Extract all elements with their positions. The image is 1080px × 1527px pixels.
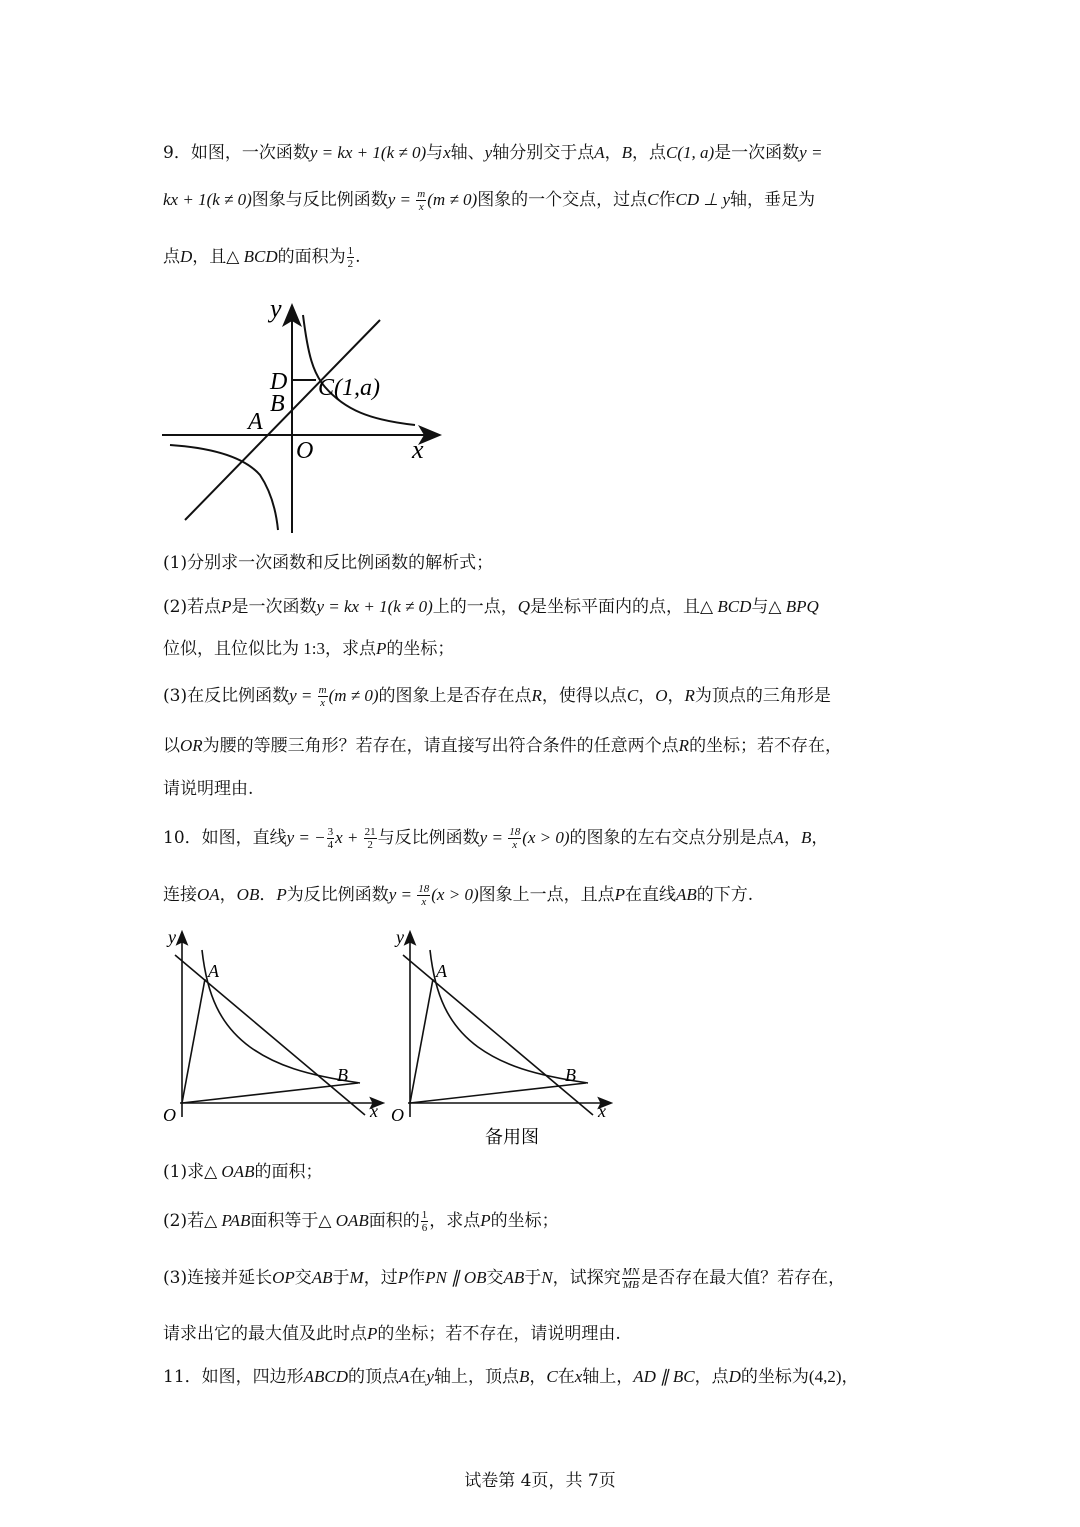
q9-point-d-label: D [270, 369, 288, 395]
q10b-point-b-label: B [565, 1065, 576, 1085]
q10b-origin-label: O [391, 1105, 404, 1125]
q10a-origin-label: O [163, 1105, 176, 1125]
q9-point-c-label: C(1,a) [318, 375, 380, 401]
q10b-segment-ob [410, 1083, 586, 1103]
q9-point-b-label: B [270, 391, 285, 417]
q10b-hyperbola [430, 950, 588, 1083]
q9-part-3-line-1: (3)在反比例函数y = $\frac{m}{x}$ (m ≠ 0)的图象上是否存在点R，使得以点C，O，R为顶点的三角形是 [163, 684, 831, 709]
q10a-point-a-label: A [208, 961, 219, 981]
q10-line-2: 连接OA，OB．P为反比例函数y = $\frac{18}{x}$ (x > 0)图象上一点，且点P在直线AB的下方. [163, 883, 754, 908]
q10a-segment-oa [182, 979, 205, 1103]
q9-part-1: (1)分别求一次函数和反比例函数的解析式； [163, 553, 494, 573]
q9-hyperbola-branch-1 [303, 315, 415, 425]
q9-point-a-label: A [248, 409, 263, 435]
q10-line-1: 10．如图，直线y = − $\frac{3}{4}$ x + $\frac{21}{2}$ 与反比例函数y = $\frac{18}{x}$ (x > 0)的图象的左右交点分别是点A，B， [163, 826, 829, 851]
q9-linear-function-line [185, 320, 380, 520]
q9-part-2-line-1: (2)若点P是一次函数y = kx + 1(k ≠ 0)上的一点，Q是坐标平面内的点，且△ BCD与△ BPQ [163, 597, 819, 617]
q10b-line-ab [403, 955, 593, 1115]
q10a-segment-ob [182, 1083, 358, 1103]
q10-part-1: (1)求△ OAB的面积； [163, 1162, 323, 1182]
q10a-x-label: x [370, 1101, 378, 1121]
q10-part-3-line-1: (3)连接并延长OP交AB于M，过P作PN ∥ OB交AB于N，试探究 $\frac{MN}{MB}$ 是否存在最大值？若存在， [163, 1266, 846, 1291]
q9-line-1: 9．如图，一次函数y = kx + 1(k ≠ 0)与x轴、y轴分别交于点A，B，点C(1, a)是一次函数y = [163, 143, 823, 163]
q10b-segment-oa [410, 979, 433, 1103]
q9-part-3-line-2: 以OR为腰的等腰三角形？若存在，请直接写出符合条件的任意两个点R的坐标；若不存在， [163, 736, 843, 756]
q10-figure-main [160, 925, 390, 1125]
q10b-y-label: y [396, 927, 404, 947]
q10b-point-a-label: A [436, 961, 447, 981]
q9-hyperbola-branch-2 [170, 445, 278, 530]
q9-line-2: kx + 1(k ≠ 0)图象与反比例函数y = $\frac{m}{x}$ (m ≠ 0)图象的一个交点，过点C作CD ⊥ y轴，垂足为 [163, 188, 816, 213]
q10b-x-label: x [598, 1101, 606, 1121]
q11-line-1: 11．如图，四边形ABCD的顶点A在y轴上，顶点B，C在x轴上，AD ∥ BC，点D的坐标为(4,2)， [163, 1367, 859, 1387]
q9-figure [160, 295, 450, 540]
q10-figure-backup [388, 925, 618, 1153]
page-footer: 试卷第 4页，共 7页 [464, 1471, 616, 1491]
q9-part-2-line-2: 位似，且位似比为 1:3，求点P的坐标； [163, 639, 455, 659]
q9-y-label: y [270, 295, 282, 323]
q10-part-3-line-2: 请求出它的最大值及此时点P的坐标；若不存在，请说明理由. [163, 1324, 621, 1344]
q10a-line-ab [175, 955, 365, 1115]
q10b-caption: 备用图 [485, 1127, 539, 1148]
q9-line-3: 点D，且△ BCD的面积为 $\frac{1}{2}$ . [163, 245, 361, 270]
q9-origin-label: O [296, 438, 314, 464]
q10-part-2: (2)若△ PAB面积等于△ OAB面积的 $\frac{1}{6}$ ，求点P的坐标； [163, 1209, 559, 1234]
q9-part-3-line-3: 请说明理由. [163, 779, 254, 799]
q9-x-label: x [412, 435, 424, 464]
q10a-point-b-label: B [337, 1065, 348, 1085]
q10a-hyperbola [202, 950, 360, 1083]
q10a-y-label: y [168, 927, 176, 947]
